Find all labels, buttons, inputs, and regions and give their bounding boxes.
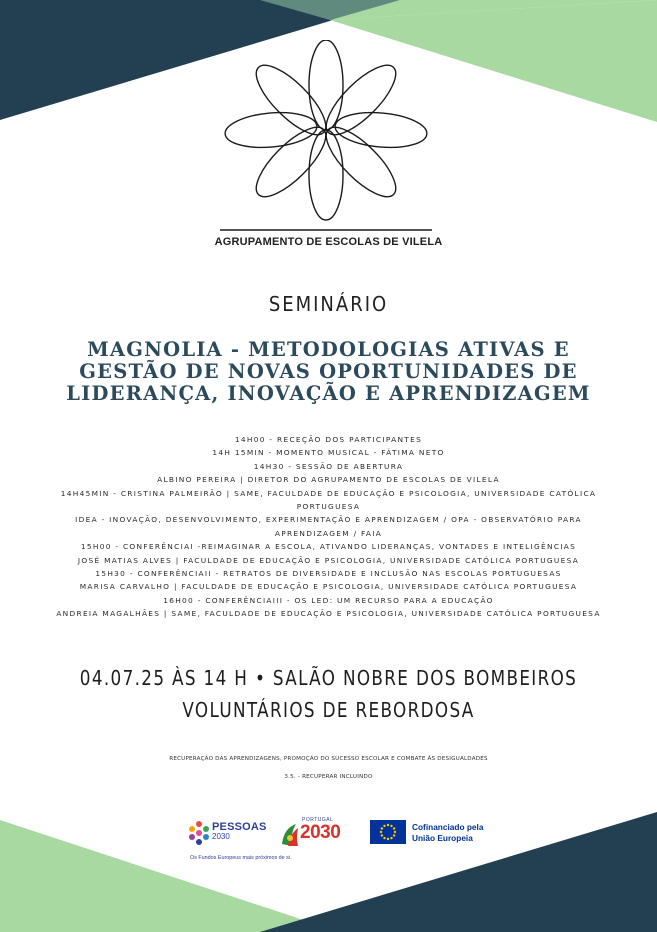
pessoas-year: 2030 — [212, 832, 230, 841]
portugal-flag-icon — [280, 822, 300, 848]
program-item: 15H00 - CONFERÊNCIAI -REIMAGINAR A ESCOLA, ATIVANDO LIDERANÇAS, VONTADES E INTELIGÊNCIAS — [80, 542, 577, 552]
program-item: ALBINO PEREIRA | DIRETOR DO AGRUPAMENTO DE ESCOLAS DE VILELA — [157, 475, 500, 485]
funds-tagline: Os Fundos Europeus mais próximos de si. — [190, 855, 292, 861]
pessoas-symbol-icon — [188, 820, 210, 846]
date-venue — [78, 662, 579, 726]
program-item: MARISA CARVALHO | FACULDADE DE EDUCAÇÃO E PSICOLOGIA, UNIVERSIDADE CATÓLICA PORTUGUESA — [79, 582, 578, 592]
funding-measure: RECUPERAÇÃO DAS APRENDIZAGENS, PROMOÇÃO DO SUCESSO ESCOLAR E COMBATE ÀS DESIGUALDADES — [169, 756, 488, 762]
eu-line-1: Cofinanciado pela — [412, 822, 484, 832]
portugal-word: PORTUGAL — [302, 817, 334, 823]
eu-flag-icon — [370, 820, 406, 844]
pessoas-word: PESSOAS — [212, 821, 267, 833]
program-item: JOSÉ MATIAS ALVES | FACULDADE DE EDUCAÇÃO E PSICOLOGIA, UNIVERSIDADE CATÓLICA PORTUGUESA — [77, 555, 580, 565]
seminar-title — [40, 339, 617, 405]
organization-name: AGRUPAMENTO DE ESCOLAS DE VILELA — [214, 236, 443, 248]
program-item: 14H30 - SESSÃO DE ABERTURA — [253, 461, 404, 471]
petal-bottom — [309, 130, 343, 220]
program-item: 16H00 - CONFERÊNCIAIII - OS LED: UM RECURSO PARA A EDUCAÇÃO — [163, 595, 494, 605]
title-line: LIDERANÇA, INOVAÇÃO E APRENDIZAGEM — [66, 382, 591, 405]
venue-line: 04.07.25 ÀS 14 H • SALÃO NOBRE DOS BOMBEIROS — [79, 666, 578, 690]
eu-line-2: União Europeia — [412, 832, 473, 843]
event-type: SEMINÁRIO — [268, 292, 389, 316]
program-item: 15H30 - CONFERÊNCIAII - RETRATOS DE DIVERSIDADE E INCLUSÃO NAS ESCOLAS PORTUGUESAS — [95, 569, 562, 579]
petal-right — [334, 109, 429, 151]
program-item: ANDREIA MAGALHÃES | SAME, FACULDADE DE EDUCAÇÃO E PSICOLOGIA, UNIVERSIDADE CATÓLICA PORTUGUESA — [56, 609, 601, 619]
title-line: GESTÃO DE NOVAS OPORTUNIDADES DE — [79, 360, 578, 383]
portugal-2030-logo — [280, 816, 350, 852]
venue-line: VOLUNTÁRIOS DE REBORDOSA — [182, 698, 475, 722]
program-item: 14H00 - RECEÇÃO DOS PARTICIPANTES — [234, 435, 423, 444]
pessoas-2030-logo — [186, 816, 266, 850]
eu-text — [412, 822, 483, 843]
petal-top — [309, 40, 343, 130]
program-item: 14H45MIN - CRISTINA PALMEIRÃO | SAME, FACULDADE DE EDUCAÇÃO E PSICOLOGIA, UNIVERSIDADE CATÓLICA PORTUGUESA — [60, 488, 597, 512]
funding-logos — [186, 816, 486, 866]
program-item: 14H 15MIN - MOMENTO MUSICAL - FÁTIMA NETO — [212, 448, 445, 458]
eu-cofinancing-logo — [370, 820, 490, 846]
petal-left — [224, 109, 319, 151]
flower-logo — [216, 40, 436, 235]
portugal-year: 2030 — [300, 822, 341, 843]
title-line: MAGNOLIA - METODOLOGIAS ATIVAS E — [87, 338, 570, 361]
program-item: IDEA - INOVAÇÃO, DESENVOLVIMENTO, EXPERIMENTAÇÃO E APRENDIZAGEM / OPA - OBSERVATÓRIO PARA APRENDIZAGEM / FAIA — [75, 515, 582, 538]
program-schedule — [50, 433, 607, 621]
funding-measure-code: 3.5. - RECUPERAR INCLUINDO — [284, 774, 373, 780]
